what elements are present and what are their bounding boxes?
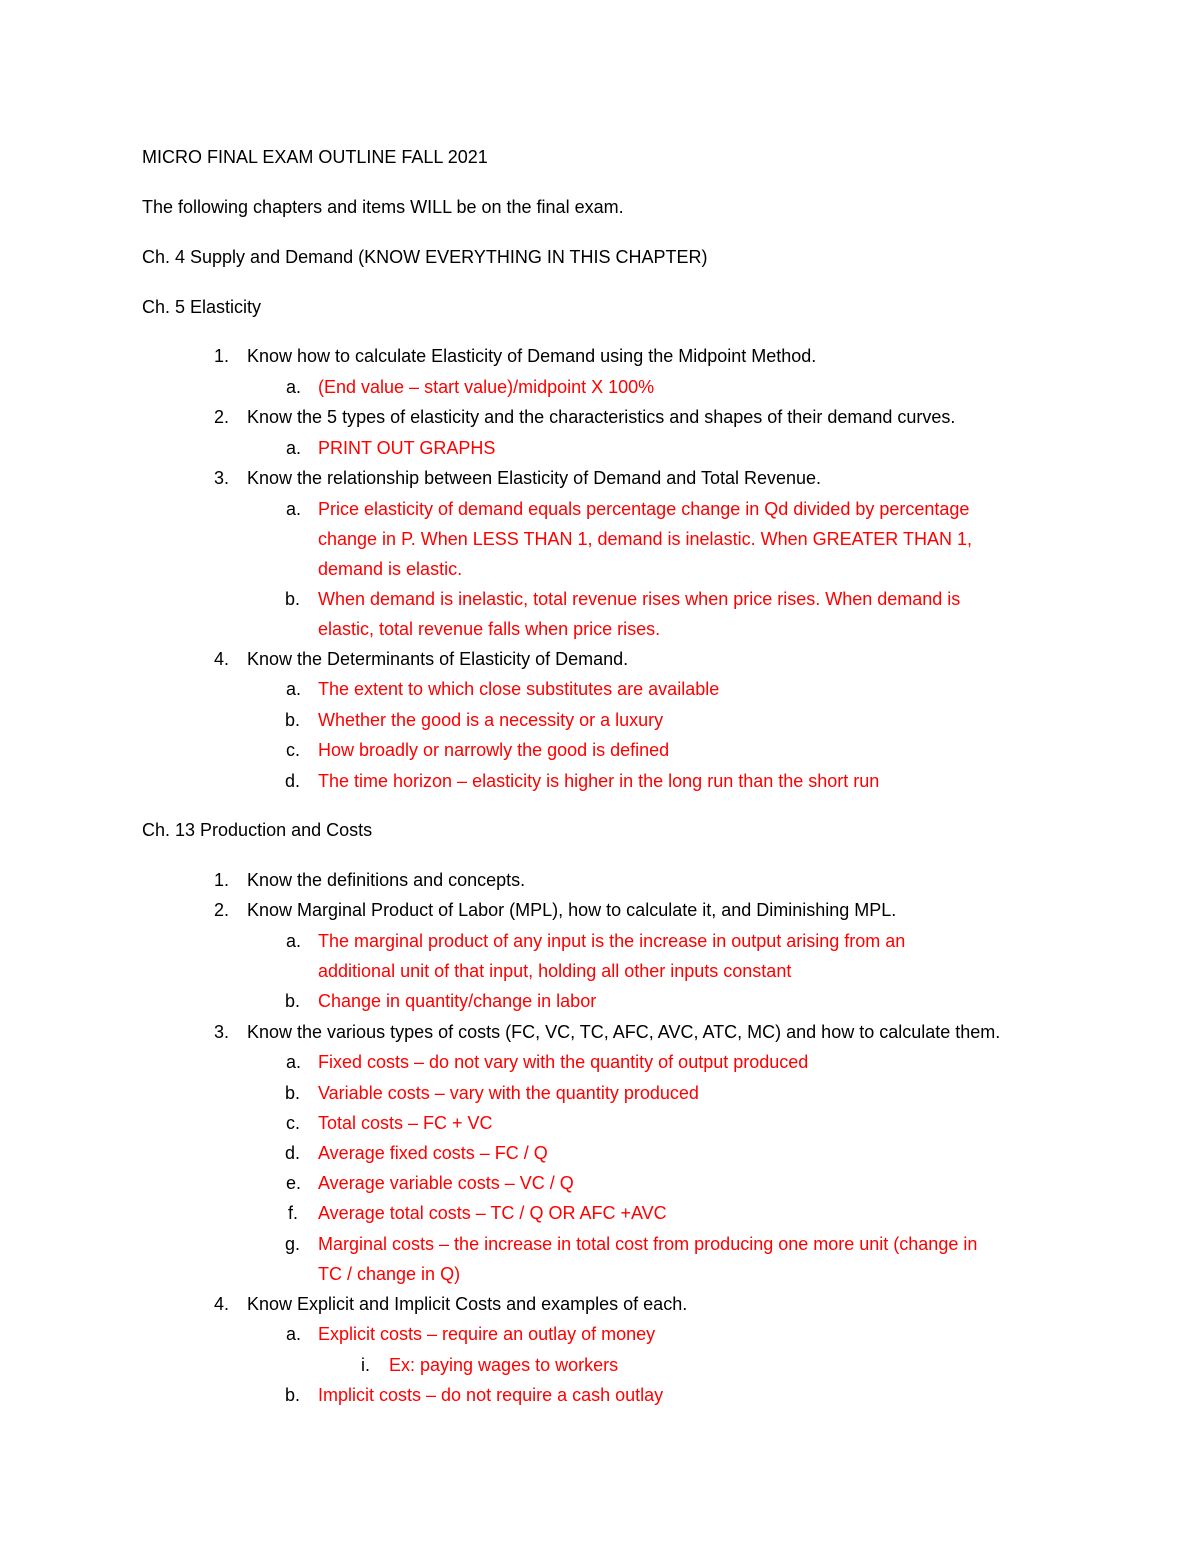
ch13-heading: Ch. 13 Production and Costs	[142, 820, 373, 840]
sub-item-continued: TC / change in Q)	[318, 1264, 461, 1284]
list-item: Know how to calculate Elasticity of Demand using the Midpoint Method.	[247, 346, 817, 366]
list-number: 3.	[214, 468, 230, 488]
ch5-heading: Ch. 5 Elasticity	[142, 297, 262, 317]
sub-item: Total costs – FC + VC	[318, 1113, 493, 1133]
sub-label: d.	[285, 771, 301, 791]
sub-item: The time horizon – elasticity is higher in the long run than the short run	[318, 771, 880, 791]
list-number: 2.	[214, 407, 230, 427]
sub-item: Whether the good is a necessity or a luxury	[318, 710, 664, 730]
sub-item: The extent to which close substitutes are available	[318, 679, 720, 699]
sub-label: c.	[286, 1113, 301, 1133]
list-item: Know the relationship between Elasticity of Demand and Total Revenue.	[247, 468, 822, 488]
list-item: Know Explicit and Implicit Costs and examples of each.	[247, 1294, 688, 1314]
subsub-label: i.	[361, 1355, 370, 1375]
list-number: 1.	[214, 870, 230, 890]
sub-label: b.	[285, 991, 301, 1011]
sub-label: a.	[286, 931, 302, 951]
sub-label: g.	[285, 1234, 301, 1254]
sub-item-continued: elastic, total revenue falls when price rises.	[318, 619, 661, 639]
sub-item: How broadly or narrowly the good is defined	[318, 740, 670, 760]
sub-item: Average fixed costs – FC / Q	[318, 1143, 548, 1163]
subsub-item: Ex: paying wages to workers	[389, 1355, 619, 1375]
sub-label: a.	[286, 679, 302, 699]
list-item: Know the various types of costs (FC, VC, TC, AFC, AVC, ATC, MC) and how to calculate them.	[247, 1022, 1001, 1042]
sub-item-continued: additional unit of that input, holding all other inputs constant	[318, 961, 792, 981]
list-item: Know the definitions and concepts.	[247, 870, 526, 890]
sub-item-continued: demand is elastic.	[318, 559, 463, 579]
sub-label: a.	[286, 438, 302, 458]
sub-label: c.	[286, 740, 301, 760]
sub-label: b.	[285, 1385, 301, 1405]
sub-label: b.	[285, 589, 301, 609]
intro-text: The following chapters and items WILL be on the final exam.	[142, 197, 624, 217]
sub-label: b.	[285, 1083, 301, 1103]
sub-item: Explicit costs – require an outlay of money	[318, 1324, 656, 1344]
sub-label: e.	[286, 1173, 302, 1193]
ch4-heading: Ch. 4 Supply and Demand (KNOW EVERYTHING IN THIS CHAPTER)	[142, 247, 708, 267]
list-number: 2.	[214, 900, 230, 920]
list-item: Know the 5 types of elasticity and the characteristics and shapes of their demand curves.	[247, 407, 956, 427]
sub-label: a.	[286, 377, 302, 397]
sub-item: PRINT OUT GRAPHS	[318, 438, 496, 458]
sub-label: d.	[285, 1143, 301, 1163]
list-number: 3.	[214, 1022, 230, 1042]
sub-item: The marginal product of any input is the increase in output arising from an	[318, 931, 906, 951]
sub-item: Implicit costs – do not require a cash outlay	[318, 1385, 664, 1405]
sub-item: Marginal costs – the increase in total cost from producing one more unit (change in	[318, 1234, 978, 1254]
sub-item: Variable costs – vary with the quantity produced	[318, 1083, 699, 1103]
sub-item: Price elasticity of demand equals percentage change in Qd divided by percentage	[318, 499, 970, 519]
sub-label: a.	[286, 1052, 302, 1072]
list-number: 4.	[214, 1294, 230, 1314]
sub-label: b.	[285, 710, 301, 730]
sub-item: Fixed costs – do not vary with the quantity of output produced	[318, 1052, 809, 1072]
sub-label: a.	[286, 499, 302, 519]
document-title: MICRO FINAL EXAM OUTLINE FALL 2021	[142, 147, 488, 167]
sub-item-continued: change in P. When LESS THAN 1, demand is inelastic. When GREATER THAN 1,	[318, 529, 972, 549]
sub-item: Average variable costs – VC / Q	[318, 1173, 574, 1193]
list-number: 1.	[214, 346, 230, 366]
sub-label: f.	[288, 1203, 299, 1223]
list-item: Know Marginal Product of Labor (MPL), how to calculate it, and Diminishing MPL.	[247, 900, 897, 920]
sub-item: (End value – start value)/midpoint X 100%	[318, 377, 655, 397]
sub-item: Average total costs – TC / Q OR AFC +AVC	[318, 1203, 667, 1223]
sub-item: When demand is inelastic, total revenue rises when price rises. When demand is	[318, 589, 961, 609]
sub-item: Change in quantity/change in labor	[318, 991, 597, 1011]
sub-label: a.	[286, 1324, 302, 1344]
list-number: 4.	[214, 649, 230, 669]
list-item: Know the Determinants of Elasticity of Demand.	[247, 649, 629, 669]
